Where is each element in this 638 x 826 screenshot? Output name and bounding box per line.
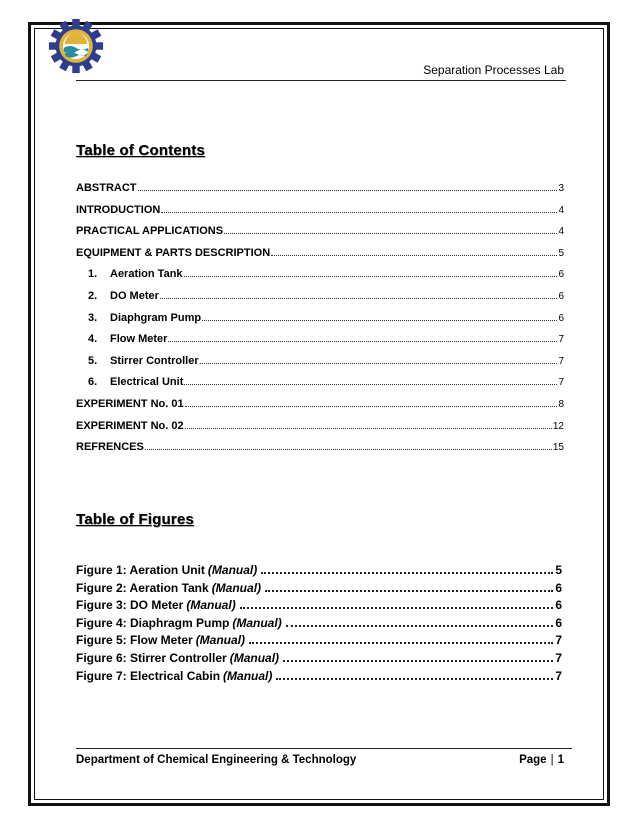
figure-entry-1[interactable]: [76, 563, 562, 581]
figure-entry-page: 5: [555, 563, 562, 577]
toc-entry-flow-meter[interactable]: [76, 333, 564, 355]
dot-leader: [200, 362, 558, 364]
footer-divider: [76, 748, 572, 749]
dot-leader: [184, 383, 557, 385]
toc-entry-label: DO Meter: [110, 289, 159, 302]
toc-entry-label: INTRODUCTION: [76, 203, 161, 216]
toc-entry-label: EXPERIMENT No. 01: [76, 397, 184, 410]
figure-entry-page: 6: [555, 580, 562, 595]
toc-entry-equipment[interactable]: [76, 247, 564, 269]
toc-entry-label: Electrical Unit: [110, 376, 184, 389]
figure-entry-note: (Manual): [211, 580, 262, 595]
toc-entry-page: 4: [558, 226, 564, 238]
dot-leader: [185, 405, 558, 407]
figure-entry-label: Figure 4: Diaphragm Pump: [76, 615, 230, 630]
toc-entry-page: 12: [552, 420, 564, 432]
toc-entry-page: 7: [558, 355, 564, 367]
figure-entry-label: Figure 5: Flow Meter: [76, 633, 193, 648]
figure-entry-note: (Manual): [186, 598, 236, 613]
toc-entry-number: 5.: [88, 354, 98, 367]
figure-entry-page: 7: [555, 668, 562, 683]
figure-entry-2[interactable]: [76, 581, 562, 599]
toc-entry-label: EQUIPMENT & PARTS DESCRIPTION: [76, 246, 271, 259]
dot-leader: [271, 254, 557, 256]
figure-entry-label: Figure 7: Electrical Cabin: [76, 668, 221, 683]
footer-separator: |: [550, 754, 554, 766]
table-of-contents: [76, 182, 564, 463]
header-title: Separation Processes Lab: [423, 63, 564, 77]
toc-entry-number: 1.: [88, 268, 98, 281]
toc-entry-page: 6: [558, 312, 564, 324]
figure-entry-note: (Manual): [229, 650, 280, 665]
dot-leader: [224, 232, 557, 234]
toc-entry-label: Diaphgram Pump: [110, 311, 202, 324]
dot-leader: [145, 448, 552, 450]
toc-entry-page: 3: [558, 183, 564, 194]
figure-entry-7[interactable]: [76, 669, 562, 687]
toc-entry-label: Flow Meter: [110, 333, 168, 346]
dot-leader: [184, 275, 558, 277]
toc-entry-number: 3.: [88, 311, 98, 324]
figure-entry-4[interactable]: [76, 616, 562, 634]
figure-entry-label: Figure 2: Aeration Tank: [76, 580, 209, 595]
figure-entry-label: Figure 3: DO Meter: [76, 598, 184, 613]
toc-entry-stirrer-controller[interactable]: [76, 355, 564, 377]
dot-leader: [286, 624, 554, 627]
dot-leader: [168, 340, 557, 342]
toc-entry-page: 5: [558, 247, 564, 259]
toc-entry-number: 4.: [88, 333, 98, 346]
dot-leader: [249, 641, 553, 644]
toc-entry-label: Stirrer Controller: [110, 354, 199, 367]
toc-entry-page: 6: [558, 290, 564, 302]
figure-entry-label: Figure 6: Stirrer Controller: [76, 650, 227, 665]
toc-entry-label: EXPERIMENT No. 02: [76, 419, 184, 432]
dot-leader: [276, 677, 553, 680]
figure-entry-6[interactable]: [76, 651, 562, 669]
figure-entry-page: 6: [555, 598, 562, 613]
figure-entry-page: 7: [555, 633, 562, 648]
toc-entry-page: 8: [558, 398, 564, 410]
toc-entry-label: ABSTRACT: [76, 182, 137, 194]
table-of-figures: [76, 563, 562, 686]
toc-entry-aeration-tank[interactable]: [76, 268, 564, 290]
toc-entry-experiment-01[interactable]: [76, 398, 564, 420]
figure-entry-note: (Manual): [195, 633, 246, 648]
toc-entry-diaphgram-pump[interactable]: [76, 312, 564, 334]
figure-entry-note: (Manual): [223, 668, 273, 683]
toc-entry-label: REFRENCES: [76, 441, 144, 454]
toc-entry-number: 6.: [88, 376, 98, 389]
dot-leader: [185, 427, 552, 429]
toc-entry-electrical-unit[interactable]: [76, 376, 564, 398]
footer-page-indicator: [519, 754, 564, 766]
dot-leader: [160, 297, 558, 299]
header-divider: [76, 80, 566, 81]
footer-page-label: Page: [519, 754, 547, 766]
university-emblem-icon: [48, 18, 104, 74]
toc-heading: Table of Contents: [76, 142, 205, 159]
dot-leader: [202, 319, 557, 321]
toc-entry-introduction[interactable]: [76, 204, 564, 226]
dot-leader: [283, 659, 553, 662]
footer-page-number: 1: [557, 754, 564, 766]
figure-entry-page: 7: [555, 650, 562, 665]
figure-entry-3[interactable]: [76, 598, 562, 616]
toc-entry-page: 6: [558, 269, 564, 281]
figure-entry-label: Figure 1: Aeration Unit: [76, 563, 205, 577]
dot-leader: [161, 211, 557, 213]
toc-entry-number: 2.: [88, 289, 98, 302]
toc-entry-do-meter[interactable]: [76, 290, 564, 312]
toc-entry-label: Aeration Tank: [110, 268, 183, 281]
figure-entry-note: (Manual): [232, 615, 282, 630]
dot-leader: [240, 606, 554, 609]
toc-entry-practical-applications[interactable]: [76, 225, 564, 247]
toc-entry-page: 4: [558, 204, 564, 216]
toc-entry-label: PRACTICAL APPLICATIONS: [76, 225, 224, 238]
figure-entry-page: 6: [555, 615, 562, 630]
toc-entry-refrences[interactable]: [76, 441, 564, 463]
figure-entry-note: (Manual): [207, 563, 258, 577]
toc-entry-page: 7: [558, 334, 564, 346]
dot-leader: [265, 589, 553, 592]
dot-leader: [138, 189, 558, 191]
figure-entry-5[interactable]: [76, 633, 562, 651]
toc-entry-page: 15: [552, 442, 564, 454]
toc-entry-abstract[interactable]: [76, 182, 564, 204]
dot-leader: [261, 571, 553, 574]
figures-heading: Table of Figures: [76, 511, 194, 528]
footer-department: Department of Chemical Engineering & Technology: [76, 754, 357, 766]
toc-entry-experiment-02[interactable]: [76, 420, 564, 442]
toc-entry-page: 7: [558, 377, 564, 389]
